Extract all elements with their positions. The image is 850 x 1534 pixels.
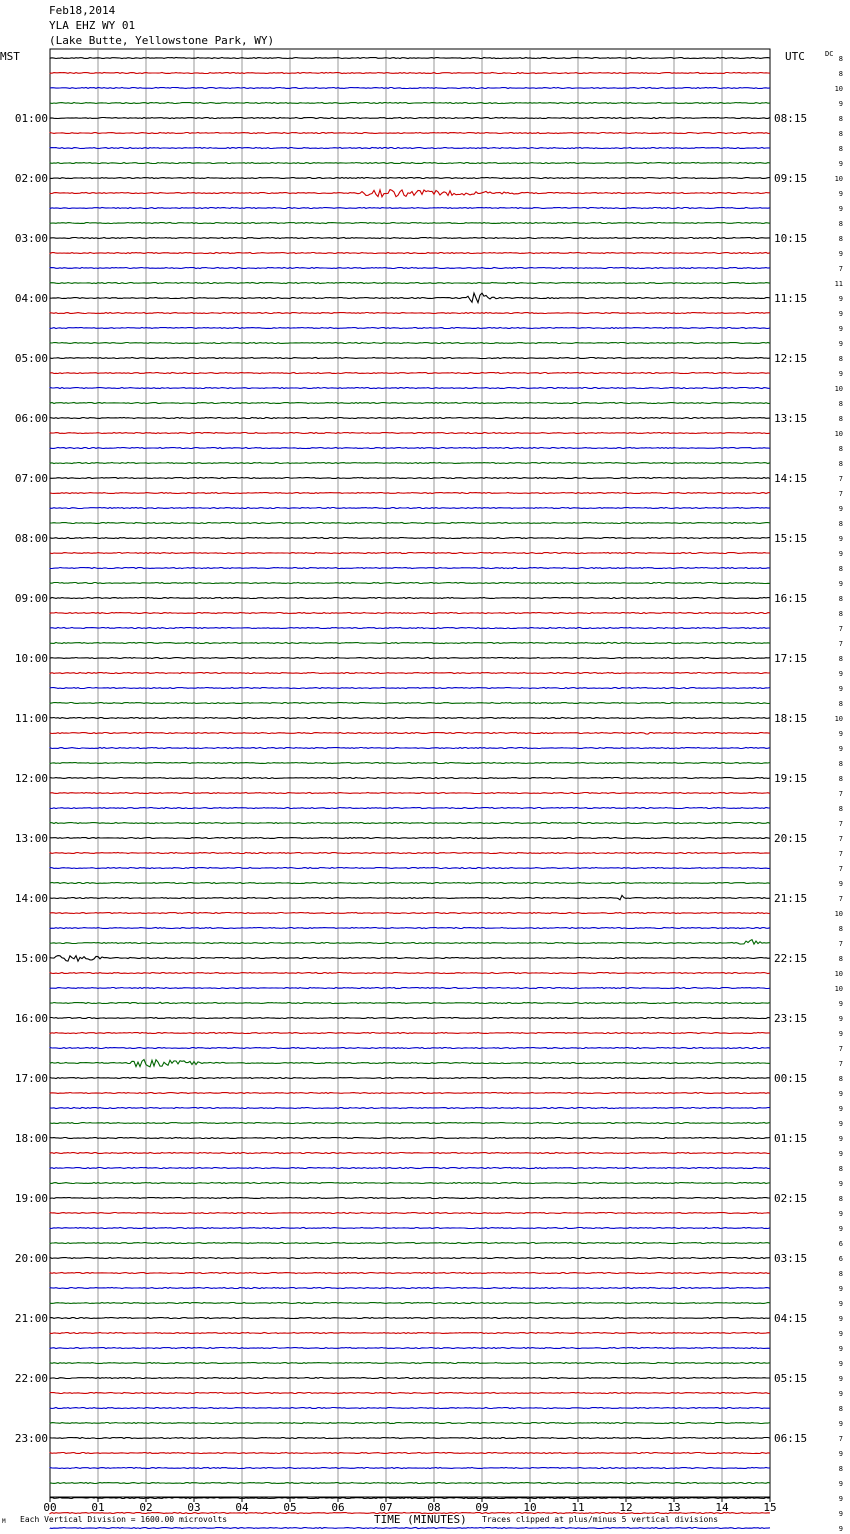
trace-line-55 [50,883,770,884]
dc-column-label: DC [825,50,834,58]
dc-offset-label: 8 [838,1465,843,1473]
dc-offset-label: 8 [838,355,843,363]
utc-hour-label: 16:15 [774,592,808,605]
dc-offset-label: 10 [834,970,843,978]
dc-offset-label: 8 [838,130,843,138]
trace-line-1 [50,73,770,74]
trace-line-30 [50,508,770,509]
trace-line-29 [50,493,770,494]
mst-hour-label: 07:00 [14,472,48,485]
utc-hour-label: 23:15 [774,1012,808,1025]
dc-offset-label: 9 [838,1450,843,1458]
x-tick-label: 03 [187,1501,201,1514]
dc-offset-label: 8 [838,595,843,603]
x-tick-label: 12 [619,1501,633,1514]
dc-offset-label: 9 [838,1330,843,1338]
trace-line-27 [50,463,770,464]
dc-offset-label: 9 [838,535,843,543]
trace-line-31 [50,523,770,524]
dc-offset-label: 8 [838,55,843,63]
trace-line-47 [50,763,770,764]
trace-line-23 [50,403,770,404]
dc-offset-label: 9 [838,325,843,333]
trace-line-26 [50,448,770,449]
dc-offset-label: 8 [838,610,843,618]
dc-offset-label: 9 [838,730,843,738]
utc-hour-label: 19:15 [774,772,808,785]
trace-line-5 [50,133,770,134]
trace-line-41 [50,673,770,674]
trace-line-89 [50,1393,770,1394]
trace-line-93 [50,1453,770,1454]
dc-offset-label: 9 [838,160,843,168]
x-tick-label: 14 [715,1501,729,1514]
dc-offset-label: 7 [838,835,843,843]
trace-line-15 [50,283,770,284]
trace-line-38 [50,628,770,629]
dc-offset-label: 7 [838,820,843,828]
dc-offset-label: 8 [838,415,843,423]
dc-offset-label: 8 [838,445,843,453]
dc-offset-label: 8 [838,925,843,933]
dc-offset-label: 9 [838,295,843,303]
trace-line-28 [50,478,770,479]
dc-offset-label: 7 [838,865,843,873]
trace-line-81 [50,1273,770,1274]
mst-hour-label: 16:00 [14,1012,48,1025]
vertical-scale-note: Each Vertical Division = 1600.00 microvolts [20,1515,228,1524]
mst-hour-label: 18:00 [14,1132,48,1145]
dc-offset-label: 7 [838,265,843,273]
utc-hour-label: 02:15 [774,1192,808,1205]
trace-line-2 [50,88,770,89]
trace-line-79 [50,1243,770,1244]
dc-offset-label: 7 [838,490,843,498]
trace-line-85 [50,1333,770,1334]
trace-line-14 [50,268,770,269]
trace-line-0 [50,58,770,59]
utc-hour-label: 05:15 [774,1372,808,1385]
dc-offset-label: 8 [838,115,843,123]
utc-hour-label: 11:15 [774,292,808,305]
trace-line-77 [50,1213,770,1214]
dc-offset-label: 9 [838,580,843,588]
mst-hour-label: 10:00 [14,652,48,665]
trace-line-7 [50,163,770,164]
dc-offset-label: 9 [838,1210,843,1218]
trace-line-36 [50,598,770,599]
dc-offset-label: 9 [838,1345,843,1353]
trace-line-49 [50,793,770,794]
x-tick-label: 08 [427,1501,441,1514]
mst-hour-label: 05:00 [14,352,48,365]
trace-line-74 [50,1168,770,1169]
dc-offset-label: 9 [838,370,843,378]
dc-offset-label: 8 [838,565,843,573]
trace-line-12 [50,238,770,239]
dc-offset-label: 8 [838,145,843,153]
dc-offset-label: 9 [838,1525,843,1533]
mst-hour-label: 19:00 [14,1192,48,1205]
trace-line-78 [50,1228,770,1229]
utc-hour-label: 18:15 [774,712,808,725]
mst-hour-label: 22:00 [14,1372,48,1385]
dc-offset-label: 7 [838,475,843,483]
trace-line-95 [50,1483,770,1484]
trace-line-24 [50,418,770,419]
trace-line-98 [50,1528,770,1529]
dc-offset-label: 7 [838,1045,843,1053]
dc-offset-label: 7 [838,895,843,903]
mst-hour-label: 03:00 [14,232,48,245]
dc-offset-label: 9 [838,670,843,678]
trace-line-91 [50,1423,770,1424]
trace-line-64 [50,1018,770,1019]
trace-line-48 [50,778,770,779]
x-tick-label: 01 [91,1501,105,1514]
dc-offset-label: 6 [838,1255,843,1263]
trace-line-22 [50,388,770,389]
dc-offset-label: 8 [838,700,843,708]
dc-offset-label: 9 [838,1030,843,1038]
trace-line-76 [50,1198,770,1199]
x-tick-label: 07 [379,1501,393,1514]
trace-line-70 [50,1108,770,1109]
trace-line-4 [50,118,770,119]
utc-axis-label: UTC [785,50,805,63]
mst-hour-label: 13:00 [14,832,48,845]
x-tick-label: 15 [763,1501,777,1514]
trace-line-43 [50,703,770,704]
mst-hour-label: 11:00 [14,712,48,725]
trace-line-37 [50,613,770,614]
trace-line-40 [50,658,770,659]
x-tick-label: 09 [475,1501,489,1514]
dc-offset-label: 9 [838,1315,843,1323]
mst-hour-label: 02:00 [14,172,48,185]
dc-offset-label: 10 [834,715,843,723]
trace-line-73 [50,1153,770,1154]
trace-line-42 [50,688,770,689]
dc-offset-label: 9 [838,685,843,693]
dc-offset-label: 8 [838,1270,843,1278]
x-tick-label: 04 [235,1501,249,1514]
dc-offset-label: 9 [838,100,843,108]
x-tick-label: 10 [523,1501,537,1514]
trace-line-94 [50,1468,770,1469]
trace-line-67 [50,1060,770,1067]
dc-offset-label: 9 [838,505,843,513]
mst-hour-label: 04:00 [14,292,48,305]
dc-offset-label: 9 [838,1090,843,1098]
station-location: (Lake Butte, Yellowstone Park, WY) [49,34,275,47]
trace-line-72 [50,1138,770,1139]
trace-line-20 [50,358,770,359]
dc-offset-label: 9 [838,1000,843,1008]
station-code: YLA EHZ WY 01 [49,19,136,32]
dc-offset-label: 9 [838,1390,843,1398]
utc-hour-label: 15:15 [774,532,808,545]
mst-hour-label: 08:00 [14,532,48,545]
trace-line-57 [50,913,770,914]
trace-line-58 [50,928,770,929]
trace-line-9 [50,190,770,197]
x-axis-title: TIME (MINUTES) [374,1513,467,1526]
x-tick-label: 02 [139,1501,153,1514]
dc-offset-label: 7 [838,790,843,798]
dc-offset-label: 9 [838,310,843,318]
trace-line-34 [50,568,770,569]
trace-line-62 [50,988,770,989]
dc-offset-label: 8 [838,520,843,528]
dc-offset-label: 9 [838,1495,843,1503]
trace-line-8 [50,178,770,179]
trace-line-19 [50,343,770,344]
x-tick-label: 13 [667,1501,681,1514]
trace-line-66 [50,1048,770,1049]
trace-line-71 [50,1123,770,1124]
utc-hour-label: 01:15 [774,1132,808,1145]
trace-line-63 [50,1002,770,1003]
trace-line-50 [50,808,770,809]
dc-offset-label: 8 [838,70,843,78]
trace-line-86 [50,1348,770,1349]
trace-line-33 [50,553,770,554]
utc-hour-label: 12:15 [774,352,808,365]
dc-offset-label: 8 [838,805,843,813]
trace-line-83 [50,1303,770,1304]
dc-offset-label: 9 [838,550,843,558]
trace-line-68 [50,1078,770,1079]
dc-offset-label: 9 [838,1015,843,1023]
trace-line-46 [50,748,770,749]
dc-offset-label: 7 [838,850,843,858]
dc-offset-label: 9 [838,880,843,888]
trace-line-16 [50,293,770,303]
dc-offset-label: 9 [838,1360,843,1368]
dc-offset-label: 11 [834,280,843,288]
trace-line-52 [50,838,770,839]
dc-offset-label: 10 [834,385,843,393]
mst-hour-label: 20:00 [14,1252,48,1265]
x-tick-label: 00 [43,1501,57,1514]
dc-offset-label: 7 [838,940,843,948]
dc-offset-label: 8 [838,1405,843,1413]
dc-offset-label: 8 [838,400,843,408]
dc-offset-label: 9 [838,1120,843,1128]
trace-line-69 [50,1093,770,1094]
dc-offset-label: 10 [834,985,843,993]
trace-line-3 [50,103,770,104]
utc-hour-label: 04:15 [774,1312,808,1325]
utc-hour-label: 10:15 [774,232,808,245]
dc-offset-label: 9 [838,1375,843,1383]
x-tick-label: 11 [571,1501,585,1514]
mst-hour-label: 06:00 [14,412,48,425]
utc-hour-label: 09:15 [774,172,808,185]
mst-hour-label: 21:00 [14,1312,48,1325]
dc-offset-label: 7 [838,625,843,633]
mst-axis-label: MST [0,50,20,63]
dc-offset-label: 8 [838,655,843,663]
utc-hour-label: 22:15 [774,952,808,965]
trace-line-80 [50,1258,770,1259]
trace-line-88 [50,1378,770,1379]
utc-hour-label: 14:15 [774,472,808,485]
dc-offset-label: 8 [838,460,843,468]
utc-hour-label: 17:15 [774,652,808,665]
trace-line-51 [50,823,770,824]
trace-line-17 [50,313,770,314]
utc-hour-label: 03:15 [774,1252,808,1265]
dc-offset-label: 9 [838,1225,843,1233]
utc-hour-label: 00:15 [774,1072,808,1085]
trace-line-61 [50,973,770,974]
trace-line-6 [50,148,770,149]
dc-offset-label: 6 [838,1240,843,1248]
trace-line-84 [50,1318,770,1319]
dc-offset-label: 8 [838,1165,843,1173]
trace-line-96 [50,1498,770,1499]
trace-line-75 [50,1183,770,1184]
trace-line-13 [50,253,770,254]
trace-line-39 [50,642,770,643]
trace-line-53 [50,853,770,854]
dc-offset-label: 9 [838,1150,843,1158]
dc-offset-label: 7 [838,640,843,648]
dc-offset-label: 8 [838,760,843,768]
dc-offset-label: 8 [838,775,843,783]
dc-offset-label: 8 [838,1195,843,1203]
trace-line-65 [50,1033,770,1034]
trace-line-10 [50,208,770,209]
trace-line-25 [50,433,770,434]
dc-offset-label: 7 [838,1435,843,1443]
mst-hour-label: 09:00 [14,592,48,605]
dc-offset-label: 10 [834,85,843,93]
dc-offset-label: 9 [838,190,843,198]
footer-mark: M [2,1518,6,1525]
mst-hour-label: 23:00 [14,1432,48,1445]
dc-offset-label: 10 [834,430,843,438]
trace-line-32 [50,538,770,539]
trace-line-11 [50,223,770,224]
dc-offset-label: 9 [838,1105,843,1113]
trace-line-82 [50,1288,770,1289]
utc-hour-label: 08:15 [774,112,808,125]
dc-offset-label: 8 [838,955,843,963]
trace-line-87 [50,1363,770,1364]
dc-offset-label: 9 [838,250,843,258]
utc-hour-label: 20:15 [774,832,808,845]
mst-hour-label: 14:00 [14,892,48,905]
dc-offset-label: 9 [838,1420,843,1428]
mst-hour-label: 15:00 [14,952,48,965]
dc-offset-label: 9 [838,340,843,348]
trace-line-35 [50,583,770,584]
dc-offset-label: 9 [838,1285,843,1293]
trace-line-44 [50,718,770,719]
x-tick-label: 05 [283,1501,297,1514]
trace-line-18 [50,328,770,329]
record-date: Feb18,2014 [49,4,116,17]
dc-offset-label: 9 [838,1300,843,1308]
trace-line-21 [50,373,770,374]
dc-offset-label: 10 [834,910,843,918]
trace-line-59 [50,940,770,945]
dc-offset-label: 9 [838,1480,843,1488]
trace-line-54 [50,868,770,869]
dc-offset-label: 7 [838,1060,843,1068]
plot-frame [50,49,770,1497]
trace-line-56 [50,895,770,899]
trace-line-90 [50,1408,770,1409]
trace-line-92 [50,1438,770,1439]
mst-hour-label: 01:00 [14,112,48,125]
utc-hour-label: 13:15 [774,412,808,425]
mst-hour-label: 12:00 [14,772,48,785]
utc-hour-label: 06:15 [774,1432,808,1445]
dc-offset-label: 10 [834,175,843,183]
dc-offset-label: 8 [838,220,843,228]
dc-offset-label: 9 [838,1135,843,1143]
mst-hour-label: 17:00 [14,1072,48,1085]
dc-offset-label: 9 [838,1510,843,1518]
dc-offset-label: 8 [838,235,843,243]
dc-offset-label: 8 [838,1075,843,1083]
dc-offset-label: 9 [838,745,843,753]
trace-line-60 [50,956,770,962]
x-tick-label: 06 [331,1501,345,1514]
dc-offset-label: 9 [838,1180,843,1188]
utc-hour-label: 21:15 [774,892,808,905]
trace-line-45 [50,733,770,735]
clip-note: Traces clipped at plus/minus 5 vertical divisions [482,1515,719,1524]
dc-offset-label: 9 [838,205,843,213]
